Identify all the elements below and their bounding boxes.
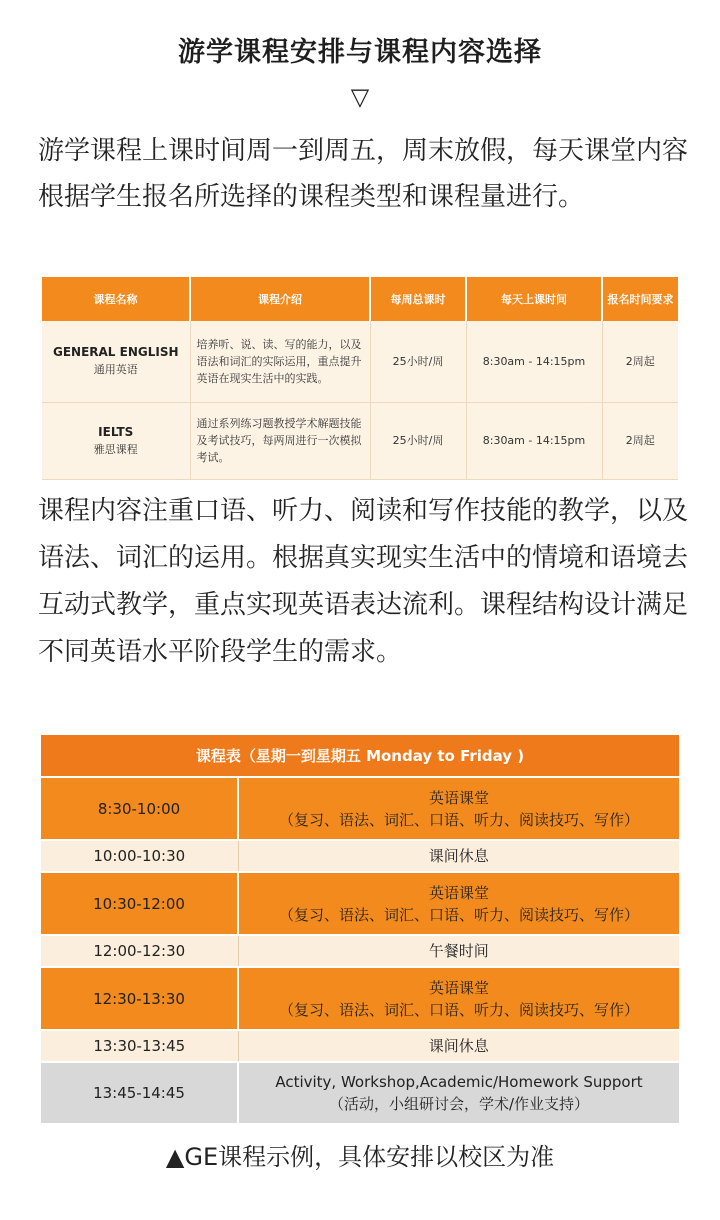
footer-caption: ▲GE课程示例，具体安排以校区为准 (165, 1143, 555, 1171)
course-name-cell (42, 402, 190, 480)
course-name-cell (42, 321, 190, 402)
activity-detail: （复习、语法、词汇、口语、听力、阅读技巧、写作） (278, 905, 639, 924)
schedule-time: 10:30-12:00 (41, 872, 238, 935)
page-title: 游学课程安排与课程内容选择 (178, 37, 542, 68)
schedule-title: 课程表（星期一到星期五 Monday to Friday ) (41, 735, 679, 777)
schedule-time: 13:45-14:45 (41, 1062, 238, 1123)
course-name-zh: 雅思课程 (93, 442, 138, 456)
schedule-activity (238, 872, 679, 935)
schedule-activity: 课间休息 (238, 840, 679, 872)
schedule-table (41, 735, 679, 1123)
intro-paragraph: 游学课程上课时间周一到周五，周末放假，每天课堂内容根据学生报名所选择的课程类型和课程量进行。 (38, 136, 689, 212)
table-row (42, 402, 678, 480)
schedule-header-row (41, 735, 679, 777)
course-name-en: GENERAL ENGLISH (52, 345, 179, 360)
activity-title: Activity, Workshop,Academic/Homework Support (275, 1073, 643, 1091)
schedule-row (41, 1030, 679, 1062)
course-table (42, 277, 678, 480)
enroll-requirement: 2周起 (602, 321, 678, 402)
course-name-zh: 通用英语 (93, 363, 138, 377)
content-paragraph: 课程内容注重口语、听力、阅读和写作技能的教学，以及语法、词汇的运用。根据真实现实生活中的情境和语境去互动式教学，重点实现英语表达流利。课程结构设计满足不同英语水平阶段学生的需求。 (38, 496, 689, 667)
activity-detail: （活动，小组研讨会，学术/作业支持） (328, 1095, 590, 1113)
schedule-row (41, 872, 679, 935)
activity-detail: （复习、语法、词汇、口语、听力、阅读技巧、写作） (278, 810, 639, 829)
schedule-activity (238, 1062, 679, 1123)
schedule-activity (238, 777, 679, 840)
daily-time: 8:30am - 14:15pm (466, 402, 602, 480)
activity-title: 英语课堂 (428, 883, 489, 902)
schedule-time: 13:30-13:45 (41, 1030, 238, 1062)
activity-detail: （复习、语法、词汇、口语、听力、阅读技巧、写作） (278, 1000, 639, 1019)
header-course-intro: 课程介绍 (190, 277, 370, 321)
schedule-row (41, 935, 679, 967)
activity-title: 英语课堂 (428, 788, 489, 807)
schedule-activity: 课间休息 (238, 1030, 679, 1062)
enroll-requirement: 2周起 (602, 402, 678, 480)
header-enroll-req: 报名时间要求 (602, 277, 678, 321)
schedule-row (41, 1062, 679, 1123)
header-course-name: 课程名称 (42, 277, 190, 321)
header-daily-time: 每天上课时间 (466, 277, 602, 321)
down-triangle-icon: ▽ (350, 83, 370, 111)
header-weekly-hours: 每周总课时 (370, 277, 466, 321)
schedule-time: 10:00-10:30 (41, 840, 238, 872)
course-table-header (42, 277, 678, 321)
schedule-time: 8:30-10:00 (41, 777, 238, 840)
weekly-hours: 25小时/周 (370, 402, 466, 480)
schedule-row (41, 840, 679, 872)
activity-title: 英语课堂 (428, 978, 489, 997)
schedule-time: 12:30-13:30 (41, 967, 238, 1030)
course-name-en: IELTS (98, 424, 134, 439)
schedule-row (41, 967, 679, 1030)
table-row (42, 321, 678, 402)
schedule-activity (238, 967, 679, 1030)
weekly-hours: 25小时/周 (370, 321, 466, 402)
schedule-time: 12:00-12:30 (41, 935, 238, 967)
daily-time: 8:30am - 14:15pm (466, 321, 602, 402)
schedule-activity: 午餐时间 (238, 935, 679, 967)
course-intro: 培养听、说、读、写的能力，以及语法和词汇的实际运用，重点提升英语在现实生活中的实践。 (190, 321, 370, 402)
course-intro: 通过系列练习题教授学术解题技能及考试技巧，每两周进行一次模拟考试。 (190, 402, 370, 480)
schedule-row (41, 777, 679, 840)
